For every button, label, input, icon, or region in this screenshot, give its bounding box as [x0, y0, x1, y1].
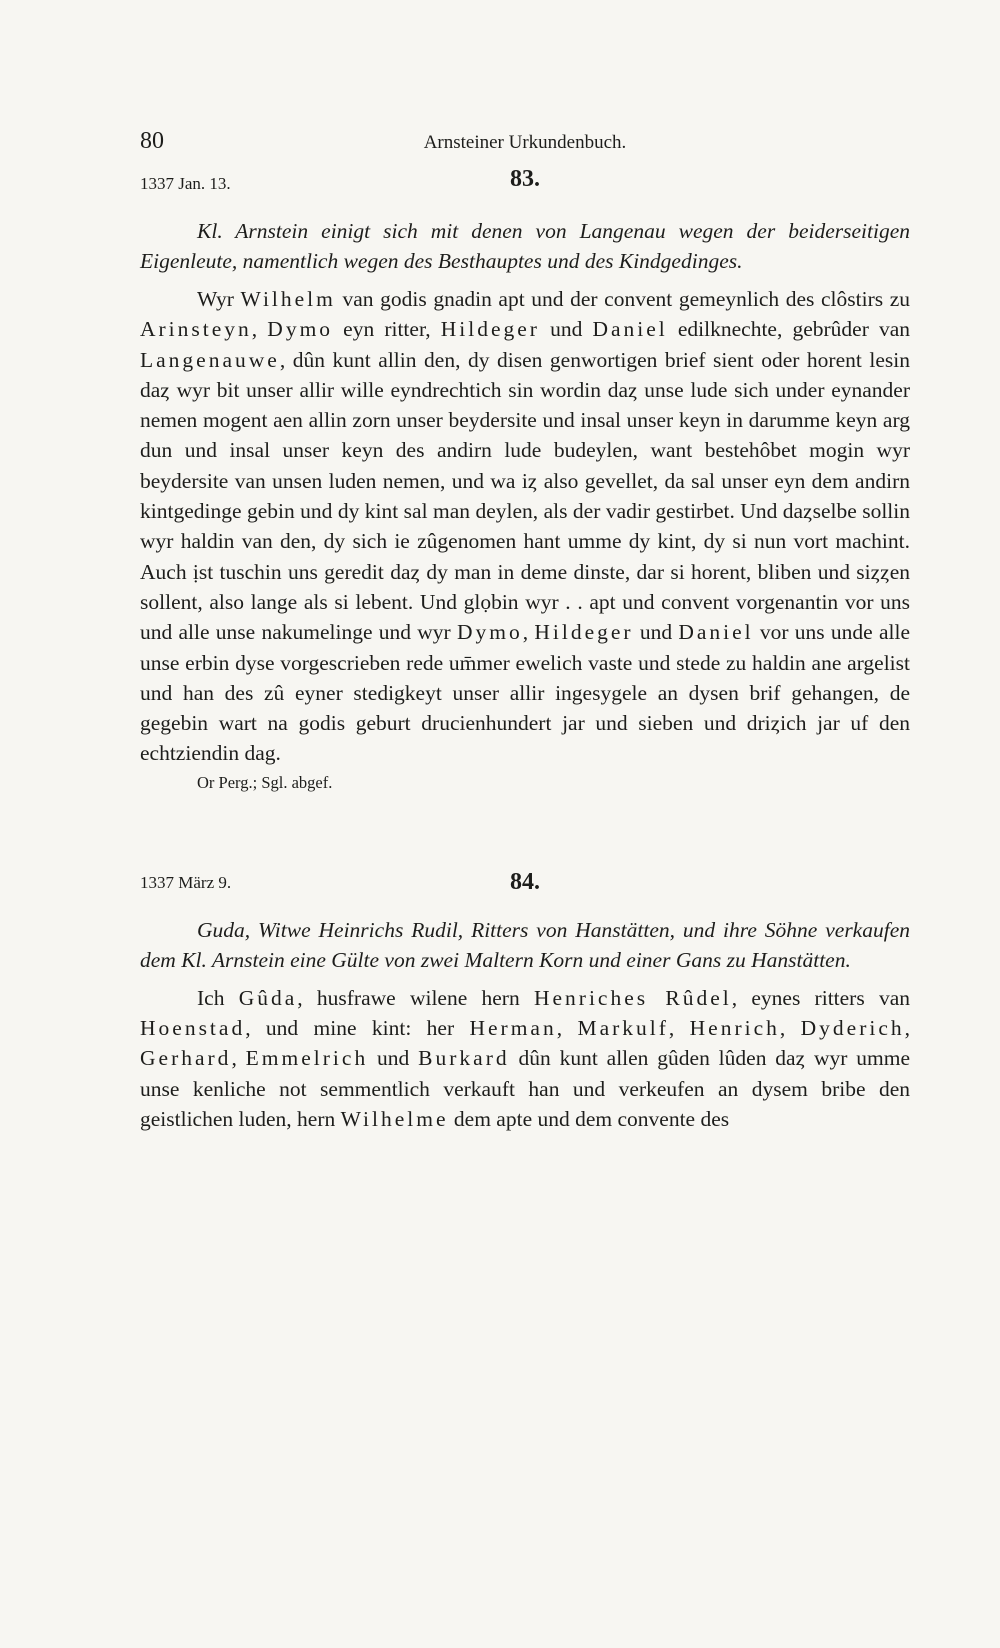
spaced-name: Henriches Rûdel — [533, 985, 732, 1010]
document-84-regest: Guda, Witwe Heinrichs Rudil, Ritters von Hanstätten, und ihre Söhne verkaufen dem Kl. Arnstein eine Gülte von zwei Maltern Korn und einer Gans zu Hanstätten. — [140, 917, 910, 972]
document-83-regest: Kl. Arnstein einigt sich mit denen von Langenau wegen der beiderseitigen Eigenleute, namentlich wegen des Besthauptes und des Kindgedinges. — [140, 219, 910, 273]
document-number: 83. — [510, 166, 540, 192]
spaced-name: Dymo — [267, 317, 334, 342]
spaced-name: Gerhard — [140, 1046, 232, 1071]
spaced-name: Hoenstad — [140, 1016, 246, 1041]
running-title: Arnsteiner Urkundenbuch. — [423, 132, 627, 153]
spaced-name: Daniel — [592, 317, 668, 342]
page — [140, 120, 910, 1134]
spaced-name: Henrich — [689, 1016, 780, 1041]
page-number: 80 — [140, 128, 164, 154]
source-note: Or Perg.; Sgl. abgef. — [197, 772, 333, 792]
document-83-heading — [140, 160, 910, 204]
spaced-name: Hildeger — [440, 317, 540, 342]
spaced-name: Dymo — [456, 620, 523, 645]
spaced-name: Daniel — [678, 620, 754, 645]
spaced-name: Arinsteyn — [140, 317, 252, 342]
document-number: 84. — [510, 868, 540, 895]
running-head — [140, 120, 910, 160]
spaced-name: Herman — [469, 1016, 557, 1041]
spaced-name: Hildeger — [534, 620, 634, 645]
document-84-text: Ich Gûda, husfrawe wilene hern Henriches Rûdel, eynes ritters van Hoenstad, und mine kint: her Herman, Markulf, Henrich, Dyderich, Gerhard, Emmelrich und Burkard dûn kunt allen gûden lûden daȥ wyr umme unse kenliche not semmentlich verkauft han und verkeufen an dysem bribe den geistlichen luden, hern Wilhelme dem apte und dem convente des — [140, 985, 911, 1131]
spaced-name: Wilhelm — [240, 287, 336, 311]
spaced-name: Dyderich — [800, 1016, 905, 1041]
document-84-heading — [140, 859, 910, 903]
document-date: 1337 Jan. 13. — [140, 174, 231, 193]
spaced-name: Burkard — [418, 1046, 510, 1071]
spaced-name: Langenauwe — [140, 347, 280, 372]
document-83-text: Wyr Wilhelm van godis gnadin apt und der convent gemeynlich des clôstirs zu Arinsteyn, Dymo eyn ritter, Hildeger und Daniel edilknechte, gebrûder van Langenauwe, dûn kunt allin den, dy disen genwortigen brief sient oder horent lesin daȥ wyr bit unser allir wille eyndrechtich sin wordin daȥ unse lude sich under eynander nemen mogent aen allin zorn unser beydersite und insal unser keyn in darumme keyn arg dun und insal unser keyn des andirn lude budeylen, want bestehôbet mogin wyr beydersite van unsen luden nemen, und wa iȥ also gevellet, da sal unser eyn dem andirn kintgedinge gebin und dy kint sal man deylen, als der vadir gestirbet. Und daȥselbe sollin wyr haldin van den, dy sich ie zûgenomen hant umme dy kint, dy si nun vort machint. Auch ịst tuschin uns geredit daȥ dy man in deme dinste, dar si horent, bliben und siȥȥen sollent, also lange als si lebent. Und glọbin wyr . . apt und convent vorgenantin vor uns und alle unse nakumelinge und wyr Dymo, Hildeger und Daniel vor uns unde alle unse erbin dyse vorgescrieben rede um̄mer ewelich vaste und stede zu haldin ane argelist und han des zû eyner stedigkeyt unser allir ingesygele an dysen brif gehangen, de gegebin wart na godis geburt drucienhundert jar und sieben und driȥich jar uf den echtziendin dag. — [140, 287, 911, 766]
spaced-name: Markulf — [577, 1016, 669, 1041]
spaced-name: Emmelrich — [245, 1046, 369, 1071]
document-date: 1337 März 9. — [140, 872, 232, 892]
spaced-name: Gûda — [238, 985, 298, 1010]
spaced-name: Wilhelme — [340, 1106, 449, 1131]
